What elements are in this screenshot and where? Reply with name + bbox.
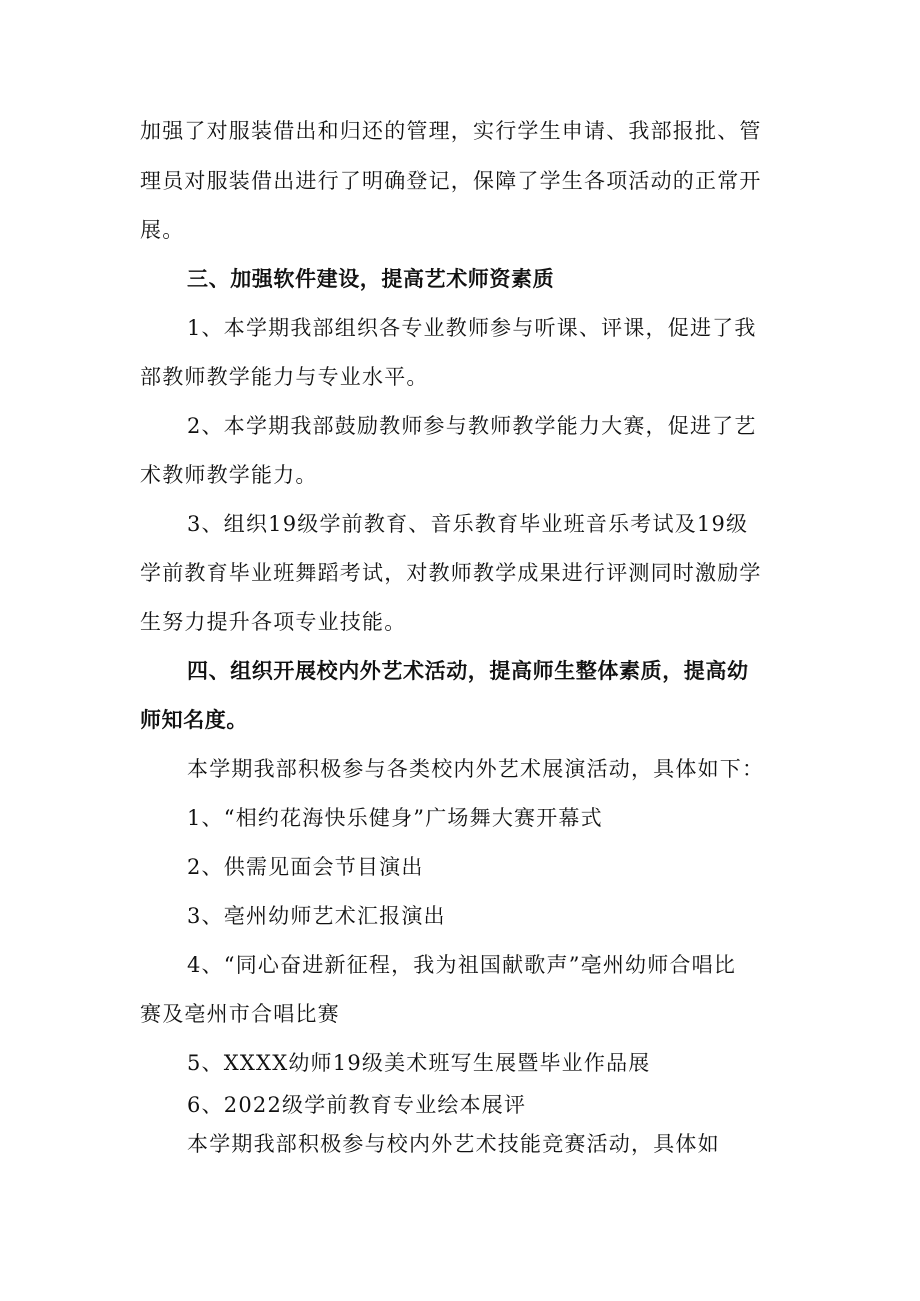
section-heading-4-cont: 师知名度。: [140, 708, 248, 732]
paragraph-line: 生努力提升各项专业技能。: [140, 610, 407, 634]
paragraph-line: 理员对服装借出进行了明确登记，保障了学生各项活动的正常开: [140, 169, 762, 193]
list-item-cont: 赛及亳州市合唱比赛: [140, 1002, 340, 1026]
paragraph-line: 部教师教学能力与专业水平。: [140, 365, 429, 389]
section-heading-3: 三、加强软件建设，提高艺术师资素质: [187, 267, 555, 291]
list-item: 4、“同心奋进新征程，我为祖国献歌声”亳州幼师合唱比: [187, 953, 737, 977]
paragraph-line: 学前教育毕业班舞蹈考试，对教师教学成果进行评测同时激励学: [140, 561, 762, 585]
paragraph-line: 2、本学期我部鼓励教师参与教师教学能力大赛，促进了艺: [187, 414, 757, 438]
paragraph-line: 3、组织19级学前教育、音乐教育毕业班音乐考试及19级: [187, 512, 749, 536]
paragraph-line: 本学期我部积极参与校内外艺术技能竞赛活动，具体如: [187, 1132, 720, 1156]
list-item: 3、亳州幼师艺术汇报演出: [187, 904, 446, 928]
section-heading-4: 四、组织开展校内外艺术活动，提高师生整体素质，提高幼: [187, 659, 749, 683]
list-item: 5、XXXX幼师19级美术班写生展暨毕业作品展: [187, 1051, 651, 1075]
list-item: 6、2022级学前教育专业绘本展评: [187, 1093, 527, 1117]
list-item: 1、“相约花海快乐健身”广场舞大赛开幕式: [187, 806, 603, 830]
paragraph-line: 本学期我部积极参与各类校内外艺术展演活动，具体如下：: [187, 757, 765, 781]
paragraph-line: 1、本学期我部组织各专业教师参与听课、评课，促进了我: [187, 316, 757, 340]
list-item: 2、供需见面会节目演出: [187, 855, 424, 879]
paragraph-line: 展。: [140, 218, 185, 242]
paragraph-line: 术教师教学能力。: [140, 463, 318, 487]
paragraph-line: 加强了对服装借出和归还的管理，实行学生申请、我部报批、管: [140, 119, 762, 143]
